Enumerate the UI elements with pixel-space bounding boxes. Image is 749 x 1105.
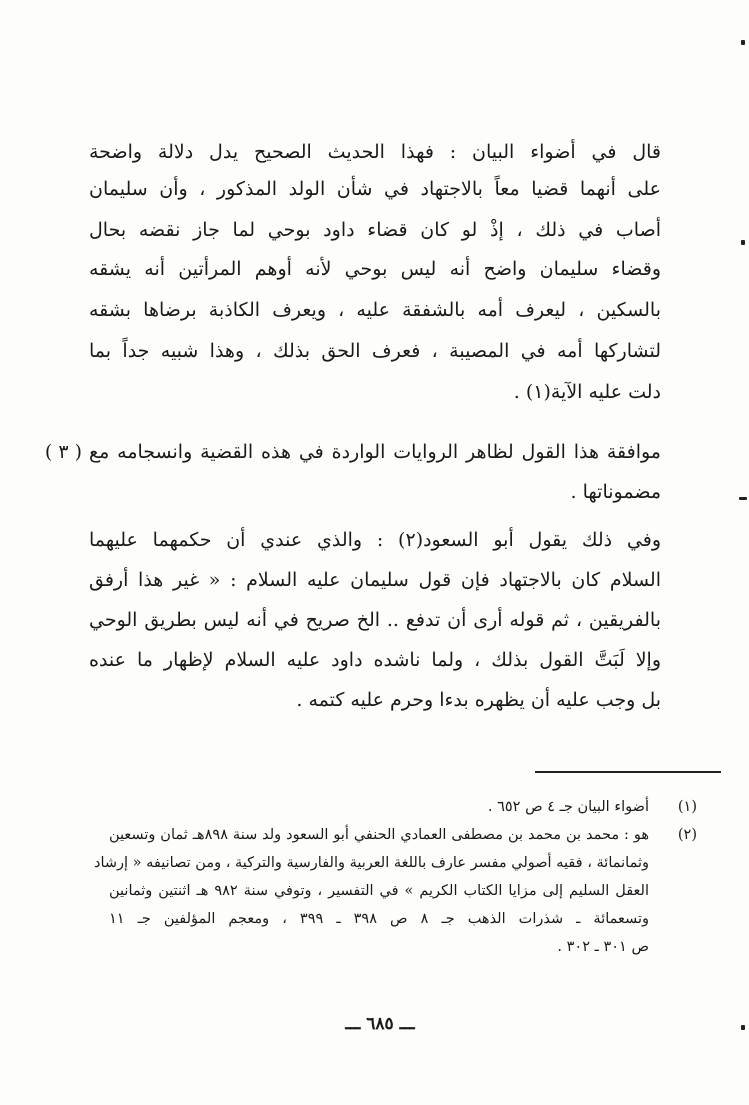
text-line: على أنهما قضيا معاً بالاجتهاد في شأن الولد المذكور ، وأن سليمان: [89, 178, 661, 200]
text-line: السلام كان بالاجتهاد فإن قول سليمان عليه السلام : « غير هذا أرفق: [89, 569, 661, 591]
scan-mark: [741, 1025, 745, 1030]
text-line: بالسكين ، ليعرف أمه بالشفقة عليه ، ويعرف الكاذبة برضاها بشقه: [89, 299, 661, 321]
footnote-text: وثمانمائة ، فقيه أصولي مفسر عارف باللغة العربية والفارسية والتركية ، ومن تصانيفه « إرشاد: [94, 855, 649, 871]
footnote-text: العقل السليم إلى مزايا الكتاب الكريم » في التفسير ، وتوفي سنة ٩٨٢ هـ اثنتين وثمانين: [109, 883, 649, 899]
text-line: وإلا لَبَتَّ القول بذلك ، ولما ناشده داود عليه السلام لإظهار ما عنده: [89, 649, 661, 671]
text-line: مضموناتها .: [570, 481, 661, 503]
footnote-number: (١): [677, 799, 697, 815]
footnote-text: وتسعمائة ـ شذرات الذهب جـ ٨ ص ٣٩٨ ـ ٣٩٩ ، ومعجم المؤلفين جـ ١١: [109, 911, 650, 927]
text-line: أصاب في ذلك ، إذْ لو كان قضاء داود بوحي لما جاز نقضه بحال: [89, 219, 661, 241]
footnote-text: ص ٣٠١ ـ ٣٠٢ .: [557, 939, 649, 955]
text-line: قال في أضواء البيان : فهذا الحديث الصحيح يدل دلالة واضحة: [89, 141, 661, 163]
footnote-text: أضواء البيان جـ ٤ ص ٦٥٢ .: [487, 799, 649, 815]
text-line: دلت عليه الآية(١) .: [513, 381, 661, 403]
text-line: لتشاركها أمه في المصيبة ، فعرف الحق بذلك ، وهذا شبيه جداً بما: [89, 340, 661, 362]
scan-mark: [739, 497, 747, 500]
text-line: بالفريقين ، ثم قوله أرى أن تدفع .. الخ صريح في أنه ليس بطريق الوحي: [89, 609, 661, 631]
item-number: ( ٣ ): [44, 441, 82, 463]
scan-mark: [741, 240, 745, 245]
text-line: وفي ذلك يقول أبو السعود(٢) : والذي عندي أن حكمهما عليهما: [89, 529, 661, 551]
text-line: موافقة هذا القول لظاهر الروايات الواردة في هذه القضية وانسجامه مع: [89, 441, 661, 463]
text-line: بل وجب عليه أن يظهره بدءا وحرم عليه كتمه .: [296, 689, 661, 711]
footnote-text: هو : محمد بن محمد بن مصطفى العمادي الحنفي أبو السعود ولد سنة ٨٩٨هـ ثمان وتسعين: [109, 827, 649, 843]
text-line: وقضاء سليمان واضح أنه ليس بوحي لأنه أوهم المرأتين أنه يشقه: [89, 258, 661, 280]
footnote-number: (٢): [677, 827, 697, 843]
scan-mark: [741, 40, 745, 45]
page-number: ـــ ٦٨٥ ـــ: [345, 1014, 415, 1034]
footnote-separator: [535, 771, 721, 773]
